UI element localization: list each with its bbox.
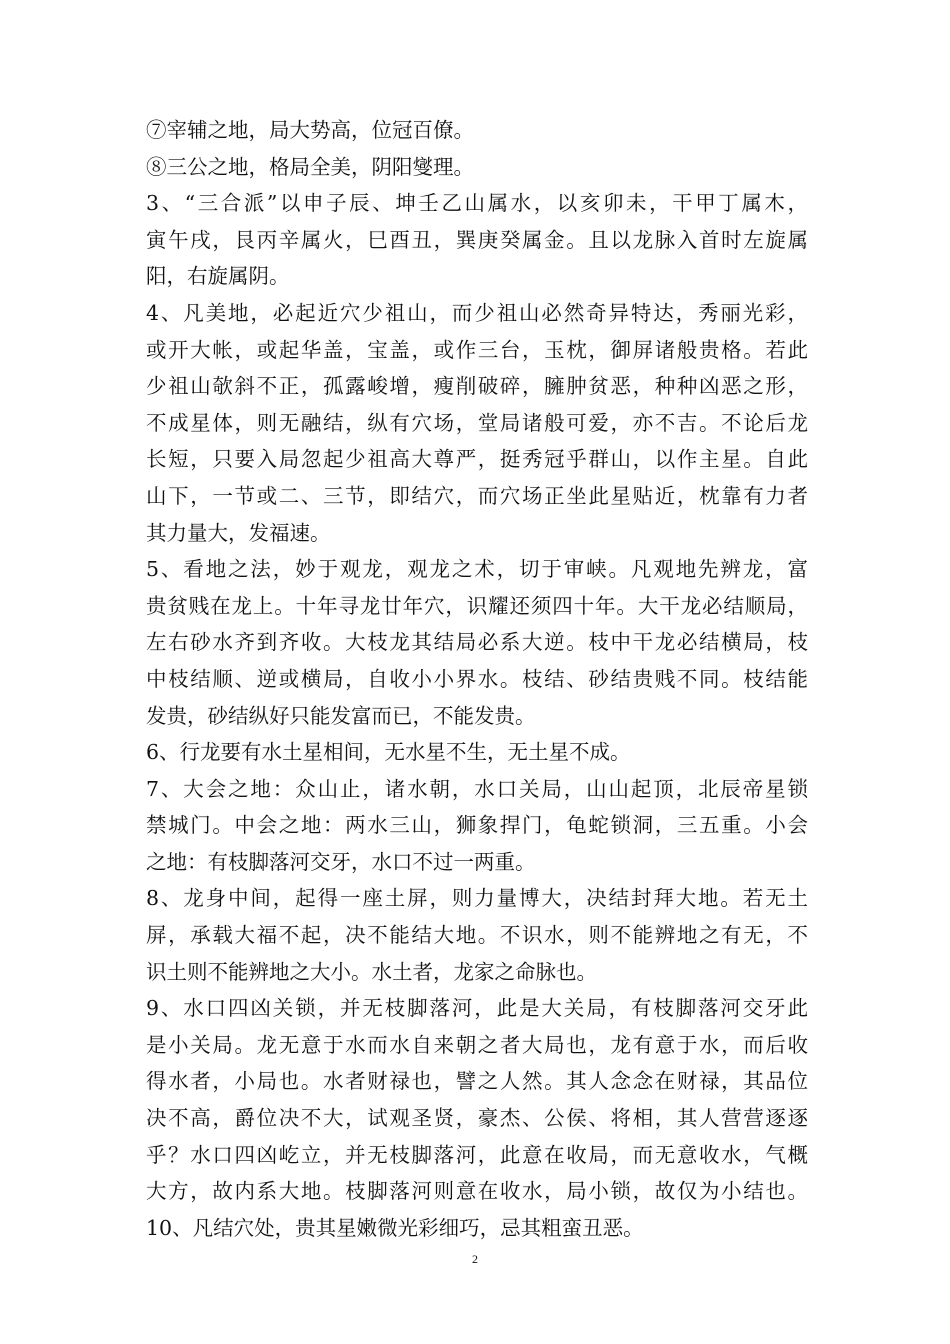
- text-line: 9、水口四凶关锁，并无枝脚落河，此是大关局，有枝脚落河交牙此: [146, 996, 808, 1021]
- text-line: ⑧三公之地，格局全美，阴阳燮理。: [146, 154, 474, 179]
- text-line: 3、“三合派”以申子辰、坤壬乙山属水，以亥卯未，干甲丁属木，: [146, 191, 808, 216]
- text-line: 不成星体，则无融结，纵有穴场，堂局诸般可爱，亦不吉。不论后龙: [146, 410, 808, 435]
- text-line: 或开大帐，或起华盖，宝盖，或作三台，玉枕，御屏诸般贵格。若此: [146, 337, 808, 362]
- text-line: 5、看地之法，妙于观龙，观龙之术，切于审峡。凡观地先辨龙，富: [146, 557, 808, 582]
- text-line: 发贵，砂结纵好只能发富而已，不能发贵。: [146, 703, 536, 728]
- text-line: 得水者，小局也。水者财禄也，譬之人然。其人念念在财禄，其品位: [146, 1069, 808, 1094]
- text-line: 大方，故内系大地。枝脚落河则意在收水，局小锁，故仅为小结也。: [146, 1179, 808, 1204]
- text-line: 长短，只要入局忽起少祖高大尊严，挺秀冠乎群山，以作主星。自此: [146, 447, 808, 472]
- text-line: 中枝结顺、逆或横局，自收小小界水。枝结、砂结贵贱不同。枝结能: [146, 666, 808, 691]
- text-line: 山下，一节或二、三节，即结穴，而穴场正坐此星贴近，枕靠有力者: [146, 483, 808, 508]
- text-line: 乎？水口四凶屹立，并无枝脚落河，此意在收局，而无意收水，气概: [146, 1142, 808, 1167]
- text-line: 是小关局。龙无意于水而水自来朝之者大局也，龙有意于水，而后收: [146, 1032, 808, 1057]
- text-line: 少祖山欹斜不正，孤露峻增，瘦削破碎，臃肿贫恶，种种凶恶之形，: [146, 374, 808, 399]
- text-line: 决不高，爵位决不大，试观圣贤，豪杰、公侯、将相，其人营营逐逐: [146, 1106, 808, 1131]
- text-line: 之地：有枝脚落河交牙，水口不过一两重。: [146, 849, 536, 874]
- text-line: 左右砂水齐到齐收。大枝龙其结局必系大逆。枝中干龙必结横局，枝: [146, 630, 808, 655]
- text-line: 寅午戌，艮丙辛属火，巳酉丑，巽庚癸属金。且以龙脉入首时左旋属: [146, 227, 808, 252]
- text-line: 7、大会之地：众山止，诸水朝，水口关局，山山起顶，北辰帝星锁: [146, 776, 808, 801]
- text-line: 禁城门。中会之地：两水三山，狮象捍门，龟蛇锁洞，三五重。小会: [146, 813, 808, 838]
- text-line: 4、凡美地，必起近穴少祖山，而少祖山必然奇异特达，秀丽光彩，: [146, 300, 808, 325]
- text-line: 阳，右旋属阴。: [146, 264, 290, 289]
- text-line: 10、凡结穴处，贵其星嫩微光彩细巧，忌其粗蛮丑恶。: [146, 1215, 644, 1240]
- text-line: 屏，承载大福不起，决不能结大地。不识水，则不能辨地之有无，不: [146, 923, 808, 948]
- body-text: [146, 112, 808, 1246]
- text-line: 识土则不能辨地之大小。水土者，龙家之命脉也。: [146, 959, 597, 984]
- text-line: 贵贫贱在龙上。十年寻龙廿年穴，识耀还须四十年。大干龙必结顺局，: [146, 593, 808, 618]
- text-line: 其力量大，发福速。: [146, 520, 331, 545]
- text-line: 6、行龙要有水土星相间，无水星不生，无土星不成。: [146, 740, 631, 765]
- page-number: 2: [472, 1252, 478, 1266]
- text-line: 8、龙身中间，起得一座土屏，则力量博大，决结封拜大地。若无土: [146, 886, 808, 911]
- text-line: ⑦宰辅之地，局大势高，位冠百僚。: [146, 118, 474, 142]
